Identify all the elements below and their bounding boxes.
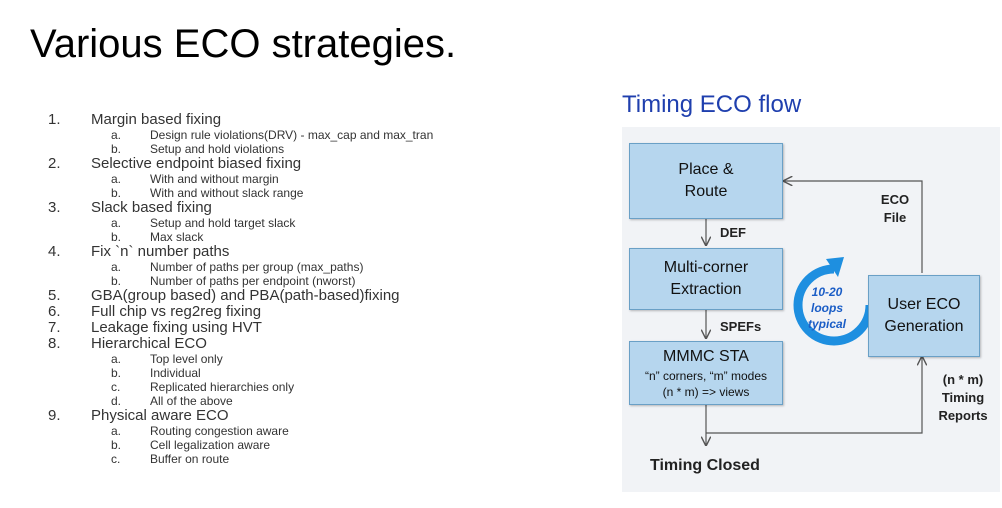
box-multi-corner-extraction xyxy=(629,248,783,310)
box-place-route xyxy=(629,143,783,219)
strategy-item xyxy=(48,408,608,424)
strategy-number: 5. xyxy=(48,287,61,304)
strategy-item xyxy=(48,112,608,128)
subitem-label: Setup and hold target slack xyxy=(150,216,296,230)
loop-line1: 10-20 xyxy=(811,285,843,299)
box-extraction-line2: Extraction xyxy=(670,281,742,298)
strategy-label: Fix `n` number paths xyxy=(91,243,230,260)
loop-line2: loops xyxy=(811,301,843,315)
strategy-item xyxy=(48,200,608,216)
strategy-subitem xyxy=(48,260,608,274)
box-mmmc-sta xyxy=(629,341,783,405)
subitem-letter: a. xyxy=(111,172,122,186)
box-sta-line2: (n * m) => views xyxy=(662,385,750,399)
subitem-label: Number of paths per endpoint (nworst) xyxy=(150,274,356,288)
subitem-letter: b. xyxy=(111,142,122,156)
box-user-eco-generation xyxy=(868,275,980,357)
label-timing-reports xyxy=(930,371,996,425)
subitem-label: All of the above xyxy=(150,394,233,408)
slide-title: Various ECO strategies. xyxy=(30,22,457,66)
strategy-subitem xyxy=(48,142,608,156)
strategy-item xyxy=(48,320,608,336)
strategy-subitem xyxy=(48,216,608,230)
strategy-label: Selective endpoint biased fixing xyxy=(91,155,302,172)
subitem-label: Routing congestion aware xyxy=(150,424,289,438)
strategy-number: 3. xyxy=(48,199,61,216)
strategy-subitem xyxy=(48,366,608,380)
strategy-item xyxy=(48,288,608,304)
strategy-number: 7. xyxy=(48,319,61,336)
flow-title: Timing ECO flow xyxy=(622,91,802,118)
subitem-letter: b. xyxy=(111,230,122,244)
subitem-label: Setup and hold violations xyxy=(150,142,285,156)
strategy-label: Margin based fixing xyxy=(91,111,222,128)
subitem-label: Individual xyxy=(150,366,201,380)
subitem-label: With and without margin xyxy=(150,172,279,186)
subitem-label: Max slack xyxy=(150,230,204,244)
subitem-letter: c. xyxy=(111,380,121,394)
subitem-label: Replicated hierarchies only xyxy=(150,380,295,394)
subitem-label: Number of paths per group (max_paths) xyxy=(150,260,364,274)
box-place-route-line1: Place & xyxy=(678,161,734,178)
label-reports-line2: Timing xyxy=(941,390,985,405)
subitem-letter: a. xyxy=(111,128,122,142)
strategy-label: Leakage fixing using HVT xyxy=(91,319,262,336)
subitem-letter: d. xyxy=(111,394,122,408)
label-def: DEF xyxy=(720,225,746,240)
strategy-subitem xyxy=(48,394,608,408)
box-extraction-line1: Multi-corner xyxy=(663,259,749,276)
strategy-subitem xyxy=(48,438,608,452)
strategy-number: 9. xyxy=(48,407,61,424)
strategy-subitem xyxy=(48,452,608,466)
strategy-number: 2. xyxy=(48,155,61,172)
strategy-subitem xyxy=(48,186,608,200)
label-reports-line1: (n * m) xyxy=(942,372,984,387)
strategy-number: 1. xyxy=(48,111,61,128)
subitem-letter: a. xyxy=(111,424,122,438)
strategy-item xyxy=(48,244,608,260)
box-place-route-line2: Route xyxy=(684,183,728,200)
label-reports-line3: Reports xyxy=(938,408,988,423)
strategy-item xyxy=(48,156,608,172)
strategy-number: 4. xyxy=(48,243,61,260)
strategy-label: Physical aware ECO xyxy=(91,407,229,424)
strategy-subitem xyxy=(48,172,608,186)
subitem-label: With and without slack range xyxy=(150,186,304,200)
subitem-letter: b. xyxy=(111,438,122,452)
strategy-subitem xyxy=(48,380,608,394)
box-user-line2: Generation xyxy=(884,318,964,335)
label-eco-file xyxy=(870,191,920,227)
subitem-label: Cell legalization aware xyxy=(150,438,271,452)
subitem-label: Design rule violations(DRV) - max_cap and max_tran xyxy=(150,128,434,142)
strategy-label: Hierarchical ECO xyxy=(91,335,207,352)
box-user-line1: User ECO xyxy=(887,296,961,313)
strategy-subitem xyxy=(48,352,608,366)
label-timing-closed: Timing Closed xyxy=(650,457,760,474)
strategy-item xyxy=(48,304,608,320)
subitem-label: Buffer on route xyxy=(150,452,230,466)
subitem-letter: b. xyxy=(111,366,122,380)
strategy-subitem xyxy=(48,128,608,142)
subitem-label: Top level only xyxy=(150,352,223,366)
strategy-subitem xyxy=(48,274,608,288)
box-sta-line1: “n” corners, “m” modes xyxy=(644,369,768,383)
strategy-label: GBA(group based) and PBA(path-based)fixing xyxy=(91,287,400,304)
subitem-letter: a. xyxy=(111,352,122,366)
strategy-number: 8. xyxy=(48,335,61,352)
strategy-item xyxy=(48,336,608,352)
strategy-label: Full chip vs reg2reg fixing xyxy=(91,303,262,320)
subitem-letter: b. xyxy=(111,186,122,200)
subitem-letter: c. xyxy=(111,452,121,466)
box-sta-title: MMMC STA xyxy=(663,348,749,365)
label-spefs: SPEFs xyxy=(720,319,762,334)
subitem-letter: a. xyxy=(111,216,122,230)
label-eco-file-line2: File xyxy=(883,210,907,225)
subitem-letter: b. xyxy=(111,274,122,288)
label-eco-file-line1: ECO xyxy=(880,192,910,207)
strategy-subitem xyxy=(48,424,608,438)
loop-line3: typical xyxy=(807,317,846,331)
strategy-number: 6. xyxy=(48,303,61,320)
loop-label xyxy=(802,284,852,332)
strategy-label: Slack based fixing xyxy=(91,199,212,216)
timing-eco-flow-diagram xyxy=(612,87,1002,497)
strategy-subitem xyxy=(48,230,608,244)
strategy-list xyxy=(48,112,608,466)
subitem-letter: a. xyxy=(111,260,122,274)
